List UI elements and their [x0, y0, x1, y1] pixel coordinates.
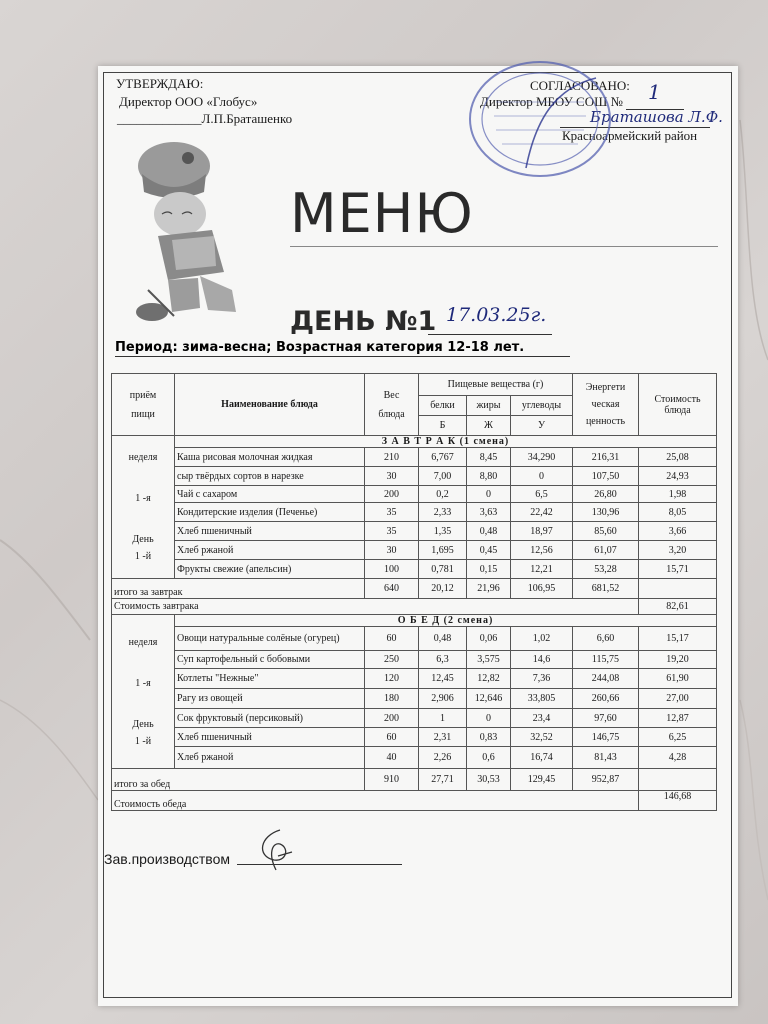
table-row: Хлеб ржаной 40 2,26 0,6 16,74 81,43 4,28 [112, 747, 717, 769]
lunch-section-title: О Б Е Д (2 смена) [175, 615, 717, 627]
lunch-total-row: итого за обед 910 27,71 30,53 129,45 952,87 [112, 769, 717, 791]
header-carbs: углеводы [511, 396, 573, 416]
day-label: ДЕНЬ №1 [290, 306, 437, 337]
table-row: Рагу из овощей 180 2,906 12,646 33,805 260,66 27,00 [112, 689, 717, 709]
round-seal-stamp [466, 58, 614, 180]
table-row: Кондитерские изделия (Печенье) 35 2,33 3,63 22,42 130,96 8,05 [112, 503, 717, 522]
chef-boy-illustration [128, 140, 260, 330]
table-row: Суп картофельный с бобовыми 250 6,3 3,575 14,6 115,75 19,20 [112, 651, 717, 669]
approve-director-name: _____________Л.П.Браташенко [117, 111, 293, 126]
table-row: Каша рисовая молочная жидкая 210 6,767 8,45 34,290 216,31 25,08 [112, 448, 717, 467]
lunch-side-label: неделя 1 -я День 1 -й [112, 615, 175, 769]
agreed-director-title: Директор МБОУ СОШ № [480, 94, 623, 109]
header-fat: жиры [467, 396, 511, 416]
table-row: Котлеты "Нежные" 120 12,45 12,82 7,36 244,08 61,90 [112, 669, 717, 689]
header-meal: приём пищи [112, 374, 175, 436]
table-row: Хлеб пшеничный 60 2,31 0,83 32,52 146,75 6,25 [112, 728, 717, 747]
header-weight: Вес блюда [365, 374, 419, 436]
date-underline [428, 334, 552, 335]
table-row: Фрукты свежие (апельсин) 100 0,781 0,15 12,21 53,28 15,71 [112, 560, 717, 579]
breakfast-side-label: неделя 1 -я День 1 -й [112, 436, 175, 579]
header-fat-letter: Ж [467, 416, 511, 436]
menu-table [111, 373, 717, 811]
period-underline [115, 356, 570, 357]
table-row: сыр твёрдых сортов в нарезке 30 7,00 8,80 0 107,50 24,93 [112, 467, 717, 486]
handwritten-director-name: Браташова Л.Ф. [590, 108, 723, 126]
approve-heading: УТВЕРЖДАЮ: [116, 76, 204, 91]
table-row: Хлеб ржаной 30 1,695 0,45 12,56 61,07 3,20 [112, 541, 717, 560]
table-row: Чай с сахаром 200 0,2 0 6,5 26,80 1,98 [112, 486, 717, 503]
approve-director-title: Директор ООО «Глобус» [119, 94, 258, 109]
table-header-row [112, 374, 717, 396]
table-row: Хлеб пшеничный 35 1,35 0,48 18,97 85,60 3,66 [112, 522, 717, 541]
agreed-heading: СОГЛАСОВАНО: [530, 78, 630, 93]
handwritten-date: 17.03.25г. [446, 304, 547, 326]
header-protein-letter: Б [419, 416, 467, 436]
header-dish: Наименование блюда [175, 374, 365, 436]
breakfast-total-row: итого за завтрак 640 20,12 21,96 106,95 681,52 [112, 579, 717, 599]
handwritten-signature [250, 826, 300, 880]
header-price: Стоимость блюда [639, 374, 717, 436]
table-row: Овощи натуральные солёные (огурец) 60 0,48 0,06 1,02 6,60 15,17 [112, 627, 717, 651]
agreed-district: Красноармейский район [562, 128, 698, 143]
lunch-cost-row: Стоимость обеда 146,68 [112, 791, 717, 811]
page-title: МЕНЮ [290, 182, 474, 245]
table-row: Сок фруктовый (персиковый) 200 1 0 23,4 97,60 12,87 [112, 709, 717, 728]
header-protein: белки [419, 396, 467, 416]
signature-label: Зав.производством [104, 851, 230, 867]
header-nutrients: Пищевые вещества (г) [419, 374, 573, 396]
header-energy: Энергети ческая ценность [573, 374, 639, 436]
period-line: Период: зима-весна; Возрастная категория 12-18 лет. [115, 340, 525, 355]
breakfast-cost-row: Стоимость завтрака 82,61 [112, 599, 717, 615]
title-underline [290, 246, 718, 247]
breakfast-section-title: З А В Т Р А К (1 смена) [175, 436, 717, 448]
handwritten-school-number: 1 [648, 80, 661, 104]
header-carbs-letter: У [511, 416, 573, 436]
